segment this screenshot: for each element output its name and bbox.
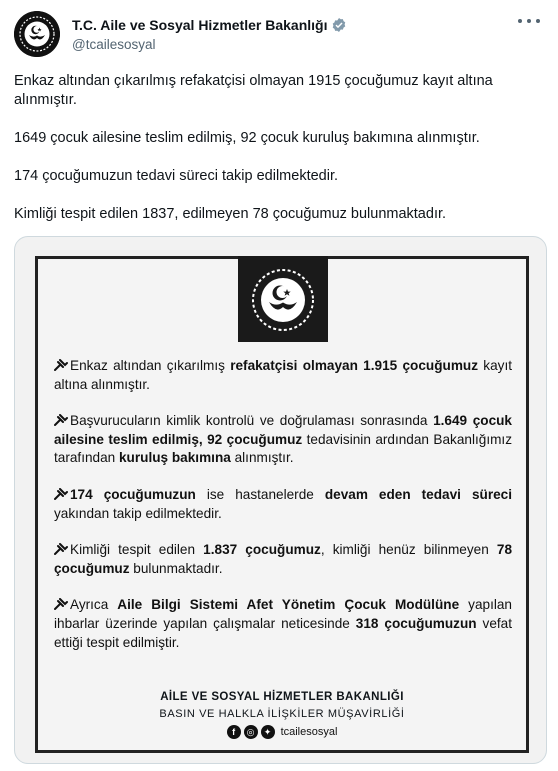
body-text: kayıt altına alınmıştır. (54, 358, 513, 392)
social-handle: tcailesosyal (280, 726, 338, 738)
emphasis-text: kuruluş bakımına (119, 450, 231, 466)
body-text: yapılan ihbarlar üzerinde yapılan çalışmalar neticesinde (54, 597, 512, 631)
tweet-image[interactable] (14, 236, 547, 764)
emphasis-text: 318 çocuğumuzun (355, 615, 477, 631)
emphasis-text: devam eden tedavi süreci (324, 486, 513, 502)
tweet-paragraph: 174 çocuğumuzun tedavi süreci takip edilmektedir. (14, 168, 339, 184)
emphasis-text: 1.837 çocuğumuz (203, 542, 321, 558)
announcement-item (54, 541, 512, 578)
display-name[interactable]: T.C. Aile ve Sosyal Hizmetler Bakanlığı (72, 17, 328, 33)
ministry-logo-icon (14, 11, 60, 57)
pushpin-icon (54, 543, 68, 555)
twitter-icon: ✦ (261, 725, 275, 739)
ministry-logo-icon (238, 256, 328, 342)
organization-department: BASIN VE HALKLA İLİŞKİLER MÜŞAVİRLİĞİ (159, 708, 405, 720)
announcement-item (54, 596, 512, 652)
social-links (38, 725, 526, 739)
pushpin-icon (54, 488, 68, 500)
pushpin-icon (54, 359, 68, 371)
emphasis-text: refakatçisi olmayan 1.915 çocuğumuz (230, 358, 479, 373)
tweet-paragraph: Enkaz altından çıkarılmış refakatçisi olmayan 1915 çocuğumuz kayıt altına alınmıştır. (14, 73, 493, 108)
instagram-icon: ◎ (244, 725, 258, 739)
announcement-item (54, 357, 512, 394)
body-text: alınmıştır. (230, 450, 294, 466)
body-text: , kimliği henüz bilinmeyen (320, 542, 497, 558)
body-text: Enkaz altından çıkarılmış (70, 358, 231, 373)
body-text: Ayrıca (70, 597, 118, 613)
tweet-text (14, 72, 546, 243)
organization-name: AİLE VE SOSYAL HİZMETLER BAKANLIĞI (160, 691, 404, 703)
verified-badge-icon (331, 17, 347, 33)
tweet-header (14, 10, 544, 60)
pushpin-icon (54, 414, 68, 426)
announcement-body (54, 357, 512, 670)
emphasis-text: Aile Bilgi Sistemi Afet Yönetim Çocuk Modülüne (117, 597, 460, 613)
name-row[interactable] (72, 17, 347, 33)
body-text: ise hastanelerde (195, 486, 325, 502)
account-handle[interactable]: @tcailesosyal (72, 37, 156, 52)
more-options-icon[interactable] (518, 14, 540, 28)
tweet-paragraph: 1649 çocuk ailesine teslim edilmiş, 92 çocuk kuruluş bakımına alınmıştır. (14, 130, 480, 146)
announcement-item (54, 412, 512, 468)
facebook-icon: f (227, 725, 241, 739)
emphasis-text: 174 çocuğumuzun (70, 486, 196, 502)
ministry-emblem (238, 256, 328, 342)
announcement-frame (35, 256, 529, 753)
announcement-item (54, 486, 512, 523)
pushpin-icon (54, 598, 68, 610)
body-text: bulunmaktadır. (129, 560, 223, 576)
body-text: Kimliği tespit edilen (70, 542, 204, 558)
emphasis-text: 78 çocuğumuz (54, 542, 513, 576)
body-text: vefat ettiği tespit edilmiştir. (54, 615, 512, 650)
body-text: yakından takip edilmektedir. (54, 505, 222, 521)
tweet-paragraph: Kimliği tespit edilen 1837, edilmeyen 78 çocuğumuz bulunmaktadır. (14, 206, 447, 222)
avatar[interactable] (14, 11, 60, 57)
body-text: Başvurucuların kimlik kontrolü ve doğrulaması sonrasında (70, 413, 434, 429)
body-text: tedavisinin ardından Bakanlığımız tarafından (54, 431, 513, 466)
emphasis-text: 1.649 çocuk ailesine teslim edilmiş, 92 çocuğumuz (54, 413, 512, 447)
